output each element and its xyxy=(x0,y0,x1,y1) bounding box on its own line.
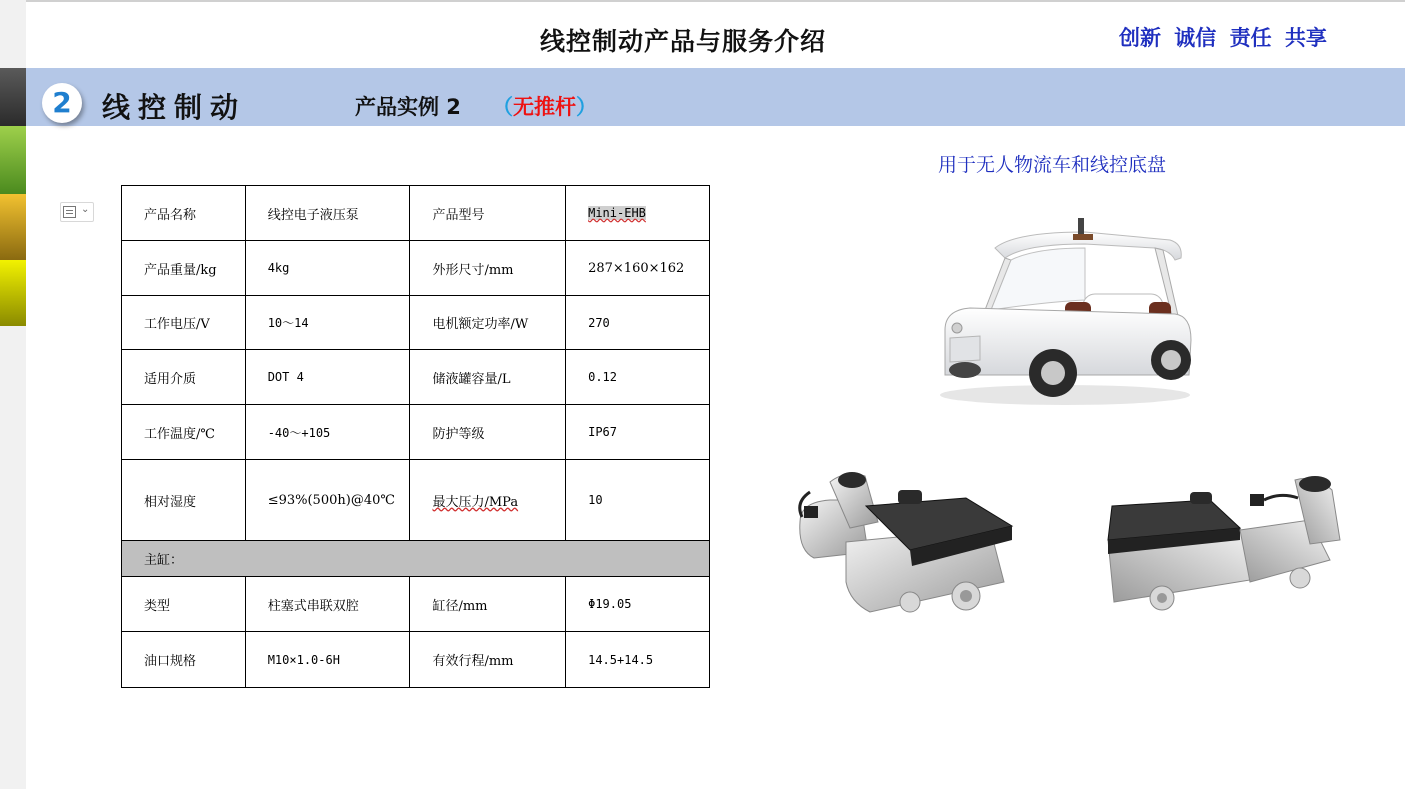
cell-value: DOT 4 xyxy=(245,350,410,405)
cell-value: IP67 xyxy=(566,405,710,460)
pump-right-image xyxy=(1100,470,1350,615)
table-row xyxy=(122,577,710,632)
vehicle-image xyxy=(925,210,1205,410)
slide-tab-dark[interactable] xyxy=(0,68,26,126)
cell-label: 产品重量/kg xyxy=(122,241,246,296)
cell-value: 14.5+14.5 xyxy=(566,632,710,688)
cell-label: 相对湿度 xyxy=(122,460,246,541)
pump-left-image xyxy=(790,462,1020,627)
cell-label: 产品型号 xyxy=(410,186,566,241)
table-row xyxy=(122,460,710,541)
section-title: 线控制动 xyxy=(102,91,247,124)
usage-caption: 用于无人物流车和线控底盘 xyxy=(938,154,1167,176)
spec-table xyxy=(121,185,710,688)
slide-tab-green[interactable] xyxy=(0,126,26,194)
cell-label: 类型 xyxy=(122,577,246,632)
slide-tab-orange[interactable] xyxy=(0,194,26,260)
cell-label: 适用介质 xyxy=(122,350,246,405)
table-row xyxy=(122,350,710,405)
cell-value: -40～+105 xyxy=(245,405,410,460)
cell-label: 有效行程/mm xyxy=(410,632,566,688)
section-label: 主缸： xyxy=(122,541,710,577)
cell-label: 缸径/mm xyxy=(410,577,566,632)
cell-value: 270 xyxy=(566,296,710,350)
cell-value: 4kg xyxy=(245,241,410,296)
cell-value: ≤93%(500h)@40℃ xyxy=(245,460,410,541)
table-handle-icon[interactable]: ⌄ xyxy=(60,202,94,222)
cell-value: 10 xyxy=(566,460,710,541)
cell-value: Φ19.05 xyxy=(566,577,710,632)
cell-value: 287×160×162 xyxy=(566,241,710,296)
table-row xyxy=(122,405,710,460)
cell-label: 外形尺寸/mm xyxy=(410,241,566,296)
cell-label: 防护等级 xyxy=(410,405,566,460)
cell-label: 电机额定功率/W xyxy=(410,296,566,350)
top-border xyxy=(26,0,1405,2)
cell-label: 储液罐容量/L xyxy=(410,350,566,405)
section-number-badge: 2 xyxy=(42,83,82,123)
table-section-row xyxy=(122,541,710,577)
pressure-label: 最大压力/MPa xyxy=(432,494,519,510)
cell-value: 柱塞式串联双腔 xyxy=(245,577,410,632)
cell-label: 工作温度/℃ xyxy=(122,405,246,460)
cell-label: 油口规格 xyxy=(122,632,246,688)
cell-label: 工作电压/V xyxy=(122,296,246,350)
cell-label: 产品名称 xyxy=(122,186,246,241)
example-title: 产品实例 2 xyxy=(355,95,461,119)
table-row xyxy=(122,296,710,350)
cell-label xyxy=(410,460,566,541)
cell-value: 10～14 xyxy=(245,296,410,350)
model-text: Mini-EHB xyxy=(588,206,646,220)
slogan: 创新 诚信 责任 共享 xyxy=(1119,26,1327,50)
cell-value: 线控电子液压泵 xyxy=(245,186,410,241)
page-title: 线控制动产品与服务介绍 xyxy=(540,27,827,56)
cell-value: 0.12 xyxy=(566,350,710,405)
table-row xyxy=(122,241,710,296)
slide-tab-yellow[interactable] xyxy=(0,260,26,326)
cell-value: M10×1.0-6H xyxy=(245,632,410,688)
table-row xyxy=(122,632,710,688)
example-note: （无推杆） xyxy=(492,95,597,119)
cell-value xyxy=(566,186,710,241)
table-row xyxy=(122,186,710,241)
